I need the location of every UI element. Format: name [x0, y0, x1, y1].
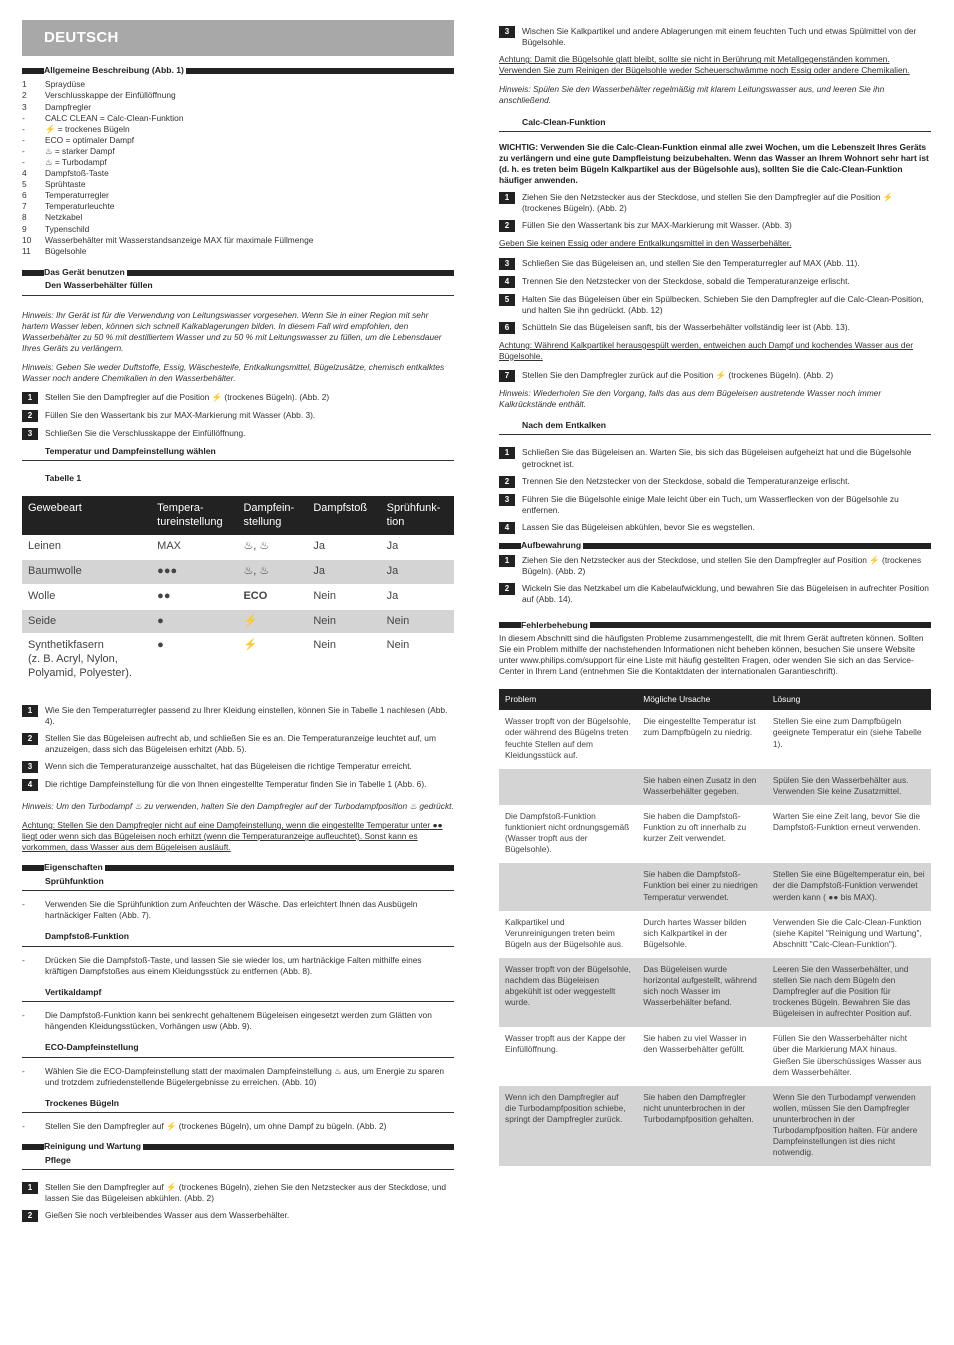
step-text: Halten Sie das Bügeleisen über ein Spülbecken. Schieben Sie den Dampfregler auf die Calc-Clean-Position, und halten Sie ihn gedrückt. (Abb. 12)	[522, 293, 924, 315]
table-label: Tabelle 1	[45, 473, 82, 484]
table-cell: Sie haben zu viel Wasser in den Wasserbehälter gefüllt.	[643, 1033, 747, 1055]
troubleshooting-table	[499, 689, 931, 1166]
table-row	[499, 1027, 931, 1085]
step-text: Stellen Sie den Dampfregler auf die Position ⚡ (trockenes Bügeln). (Abb. 2)	[45, 392, 330, 403]
table-cell: Nein	[381, 634, 454, 686]
legend-text: Spraydüse	[45, 79, 86, 90]
step-number: 2	[22, 733, 38, 745]
table-cell: Warten Sie eine Zeit lang, bevor Sie die Dampfstoß-Funktion erneut verwenden.	[772, 810, 921, 833]
legend-number: 3	[22, 101, 27, 112]
table-cell: Wasser tropft aus der Kappe der Einfüllöffnung.	[505, 1033, 626, 1055]
feature-vertical: - Die Dampfstoß-Funktion kann bei senkrecht gehaltenem Bügeleisen eingesetzt werden zum Glätten von hängenden Kleidungsstücken, Vorhängen usw (Abb. 9).	[22, 1010, 454, 1032]
table-cell: Stellen Sie eine Bügeltemperatur ein, bei der die Dampfstoß-Funktion verwendet werden kann ( ●● bis MAX).	[767, 863, 931, 910]
step-number: 2	[499, 583, 515, 595]
step-item	[499, 220, 931, 232]
table-cell	[499, 863, 637, 910]
legend-number: -	[22, 123, 25, 134]
step-text: Ziehen Sie den Netzstecker aus der Steckdose, und stellen Sie den Dampfregler auf Position ⚡ (trockenes Bügeln). (Abb. 2)	[522, 555, 922, 577]
step-text: Trennen Sie den Netzstecker von der Steckdose, sobald die Temperaturanzeige erlischt.	[522, 275, 850, 286]
section-storage	[499, 540, 931, 551]
table-header: Tempera- tureinstellung	[151, 496, 237, 536]
step-number: 3	[499, 494, 515, 506]
step-item	[22, 1210, 454, 1222]
table-cell: Füllen Sie den Wasserbehälter nicht über die Markierung MAX hinaus. Gießen Sie überschüssiges Wasser aus dem Wasserbehälter.	[772, 1033, 922, 1077]
step-text: Stellen Sie den Dampfregler zurück auf die Position ⚡ (trockenes Bügeln). (Abb. 2)	[522, 369, 834, 380]
table-row	[499, 710, 931, 768]
step-item	[22, 733, 454, 755]
note-turbo: Hinweis: Um den Turbodampf ♨ zu verwenden, halten Sie den Dampfregler auf der Turbodampfposition ♨ gedrückt.	[22, 800, 454, 811]
subheading-fill: Den Wasserbehälter füllen	[22, 278, 454, 295]
section-trouble	[499, 620, 931, 631]
step-number: 2	[22, 410, 38, 422]
table-cell: Spülen Sie den Wasserbehälter aus. Verwenden Sie keine Zusatzmittel.	[767, 769, 931, 805]
step-item	[499, 258, 931, 270]
feature-dry: - Stellen Sie den Dampfregler auf ⚡ (trockenes Bügeln), um ohne Dampf zu bügeln. (Abb. 2)	[22, 1121, 387, 1132]
table-cell: Seide	[22, 609, 151, 634]
legend-text: ⚡ = trockenes Bügeln	[45, 123, 130, 134]
table-cell: ⚡	[237, 609, 307, 634]
table-cell: Sie haben einen Zusatz in den Wasserbehälter gegeben.	[637, 769, 767, 805]
section-title: Fehlerbehebung	[521, 619, 588, 630]
subheading-dry: Trockenes Bügeln	[22, 1096, 454, 1113]
step-text: Füllen Sie den Wassertank bis zur MAX-Markierung mit Wasser. (Abb. 3)	[522, 220, 792, 231]
table-cell: Die eingestellte Temperatur ist zum Dampfbügeln zu niedrig.	[643, 716, 756, 738]
fill-steps	[22, 392, 454, 440]
table-cell: Ja	[307, 535, 380, 559]
step-number: 1	[22, 392, 38, 404]
legend-text: Bügelsohle	[45, 245, 87, 256]
step-item	[499, 476, 931, 488]
table-cell: Sie haben die Dampfstoß-Funktion zu oft innerhalb zu kurzer Zeit verwendet.	[643, 810, 747, 844]
step-number: 1	[22, 705, 38, 717]
calc-steps	[499, 192, 931, 232]
step-text: Wenn sich die Temperaturanzeige ausschaltet, hat das Bügeleisen die richtige Temperatur erreicht.	[45, 760, 412, 771]
step-text: Ziehen Sie den Netzstecker aus der Steckdose, und stellen Sie den Dampfregler auf die Position ⚡ (trockenes Bügeln). (Abb. 2)	[522, 192, 894, 214]
table-header: Sprühfunk- tion	[381, 496, 454, 536]
legend-item	[22, 146, 454, 157]
subheading-spray: Sprühfunktion	[22, 874, 454, 891]
subheading-shot: Dampfstoß-Funktion	[22, 929, 454, 946]
legend-number: -	[22, 157, 25, 167]
table-header: Gewebeart	[22, 496, 151, 536]
table-cell: Nein	[307, 609, 380, 634]
caution-text: Achtung: Während Kalkpartikel herausgespült werden, entweichen auch Dampf und kochendes Wasser aus der Bügelsohle.	[499, 339, 914, 361]
calc-important: WICHTIG: Verwenden Sie die Calc-Clean-Funktion einmal alle zwei Wochen, um die Lebenszeit Ihres Geräts zu verlängern und eine gute Dampfleistung beizubehalten. Wenn das Wasser an Ihrem Wohnort sehr hart ist (d. h. es treten beim Bügeln Kalkpartikel aus der Bügelsohle aus), sollten Sie die Calc-Clean-Funktion häufiger anwenden.	[499, 141, 929, 186]
legend-item	[22, 135, 454, 146]
table-cell: Nein	[307, 634, 380, 686]
step-text: Die richtige Dampfeinstellung für die von Ihnen eingestellte Temperatur finden Sie in Tabelle 1 (Abb. 6).	[45, 778, 427, 789]
legend-text: ECO = optimaler Dampf	[45, 134, 135, 145]
table-cell: Synthetikfasern (z. B. Acryl, Nylon, Polyamid, Polyester).	[22, 634, 151, 686]
table-cell: Sie haben die Dampfstoß-Funktion bei einer zu niedrigen Temperatur verwendet.	[637, 863, 767, 910]
table-cell: Stellen Sie eine zum Dampfbügeln geeignete Temperatur ein (siehe Tabelle 1).	[772, 716, 922, 749]
legend-number: -	[22, 112, 25, 123]
section-title: Reinigung und Wartung	[44, 1141, 142, 1152]
section-care	[22, 1141, 454, 1152]
step-number: 1	[499, 447, 515, 459]
feature-eco: - Wählen Sie die ECO-Dampfeinstellung statt der maximalen Dampfeinstellung ♨ aus, um Energie zu sparen und trotzdem zufriedenstellende Bügelergebnisse zu erreichen. (Abb. 10)	[22, 1066, 454, 1088]
step-number: 1	[499, 192, 515, 204]
legend-number: 7	[22, 201, 27, 212]
step-number: 5	[499, 294, 515, 306]
step-number: 2	[499, 220, 515, 232]
step-text: Stellen Sie den Dampfregler auf ⚡ (trockenes Bügeln), ziehen Sie den Netzstecker aus der Steckdose, und lassen Sie das Bügeleisen abkühlen. (Abb. 2)	[45, 1181, 447, 1203]
legend-item	[22, 113, 454, 124]
table-cell: Die Dampfstoß-Funktion funktioniert nicht ordnungsgemäß (Wasser tropft aus der Bügelsohle).	[505, 810, 630, 855]
legend-item	[22, 157, 454, 168]
step-item	[499, 522, 931, 534]
step-item	[499, 322, 931, 334]
step-text: Führen Sie die Bügelsohle einige Male leicht über ein Tuch, um Wasserflecken von der Bügelsohle zu entfernen.	[522, 493, 899, 515]
table-header: Mögliche Ursache	[637, 689, 767, 710]
trouble-intro: In diesem Abschnitt sind die häufigsten Probleme zusammengestellt, die mit Ihrem Gerät auftreten können. Sollten Sie ein Problem mithilfe der nachstehenden Informationen nicht beheben können, besuchen Sie unsere Website unter www.philips.com/support für eine Liste mit häufig gestellten Fragen, oder wenden Sie sich an das Service-Center in Ihrem Land (entnehmen Sie die Kontaktdaten der internationalen Garantieschrift).	[499, 632, 924, 677]
legend-item	[22, 201, 454, 212]
note-repeat: Hinweis: Wiederholen Sie den Vorgang, falls das aus dem Bügeleisen austretende Wasser noch immer Kalkrückstände enthält.	[499, 387, 882, 410]
legend-item	[22, 124, 454, 135]
step-number: 3	[22, 428, 38, 440]
note-rinse: Hinweis: Spülen Sie den Wasserbehälter regelmäßig mit klarem Leitungswasser aus, und leeren Sie ihn anschließend.	[499, 84, 885, 106]
step-number: 4	[499, 522, 515, 534]
table-row	[499, 1086, 931, 1167]
table-cell: Ja	[381, 535, 454, 559]
table-cell: ●	[151, 609, 237, 634]
feature-text: Drücken Sie die Dampfstoß-Taste, und lassen Sie sie wieder los, um hartnäckige Falten mithilfe eines kräftigen Dampfstoßes aus einem Kleidungsstück zu entfernen (Abb. 8).	[45, 954, 422, 976]
table-row	[22, 560, 454, 585]
table-cell	[499, 769, 637, 805]
legend-text: Dampfregler	[45, 101, 92, 112]
table-row	[22, 584, 454, 609]
language-heading: DEUTSCH	[22, 20, 454, 56]
step-number: 2	[22, 1210, 38, 1222]
table-header: Lösung	[767, 689, 931, 710]
step-text: Gießen Sie noch verbleibendes Wasser aus dem Wasserbehälter.	[45, 1210, 290, 1221]
note-water: Hinweis: Ihr Gerät ist für die Verwendung von Leitungswasser vorgesehen. Wenn Sie in einer Region mit sehr hartem Wasser leben, können sich schnell Kalkablagerungen bilden. In diesem Fall wird empfohlen, den Wasserbehälter zu 50 % mit destilliertem Wasser und zu 50 % mit Leitungswasser zu füllen, um die Lebensdauer Ihres Geräts zu verlängern.	[22, 309, 442, 353]
legend-number: 9	[22, 223, 27, 234]
step-item	[499, 555, 931, 577]
table-header: Dampfein- stellung	[237, 496, 307, 536]
step-item	[22, 410, 454, 422]
legend-number: 1	[22, 79, 27, 90]
subheading-eco: ECO-Dampfeinstellung	[22, 1040, 454, 1057]
section-use	[22, 267, 454, 278]
legend-number: -	[22, 134, 25, 145]
section-title: Aufbewahrung	[521, 539, 582, 550]
subheading-care: Pflege	[22, 1153, 454, 1170]
table-row	[22, 634, 454, 686]
legend-text: Netzkabel	[45, 212, 83, 223]
table-cell: ●●●	[151, 560, 237, 585]
left-column	[22, 0, 454, 1228]
legend-text: ♨ = starker Dampf	[45, 145, 115, 156]
fabric-table	[22, 496, 454, 687]
table-cell: Wasser tropft von der Bügelsohle, nachdem das Bügeleisen abgekühlt ist oder weggestellt wurde.	[499, 958, 637, 1027]
legend-text: Typenschild	[45, 223, 90, 234]
caution-vinegar	[499, 238, 931, 249]
caution-text: Geben Sie keinen Essig oder andere Entkalkungsmittel in den Wasserbehälter.	[499, 238, 792, 249]
subheading-temp: Temperatur und Dampfeinstellung wählen	[22, 444, 454, 461]
legend-text: Temperaturleuchte	[45, 201, 115, 212]
step-item	[499, 192, 931, 214]
step-number: 1	[22, 1182, 38, 1194]
table-row	[499, 863, 931, 910]
step-item	[22, 428, 454, 440]
table-cell: Nein	[381, 609, 454, 634]
legend-item	[22, 179, 454, 190]
section-title: Eigenschaften	[44, 862, 103, 873]
table-row	[499, 911, 931, 958]
step-text: Füllen Sie den Wassertank bis zur MAX-Markierung mit Wasser (Abb. 3).	[45, 410, 316, 421]
table-row	[499, 958, 931, 1027]
legend-text: ♨ = Turbodampf	[45, 157, 107, 167]
table-cell: Nein	[307, 584, 380, 609]
table-cell: ●	[151, 634, 237, 686]
subheading-vertical: Vertikaldampf	[22, 985, 454, 1002]
caution-steam	[22, 820, 454, 853]
temp-steps	[22, 705, 454, 791]
step-item	[22, 1182, 454, 1204]
table-cell: Wenn Sie den Turbodampf verwenden wollen, müssen Sie den Dampfregler ununterbrochen in der Turbodampfposition halten. Für andere Dampfeinstellungen ist dies nicht notwendig.	[767, 1086, 931, 1167]
legend-text: Verschlusskappe der Einfüllöffnung	[45, 90, 176, 101]
feature-text: Wählen Sie die ECO-Dampfeinstellung statt der maximalen Dampfeinstellung ♨ aus, um Energie zu sparen und trotzdem zufriedenstellende Bügelergebnisse zu erreichen. (Abb. 10)	[45, 1065, 444, 1087]
step-text: Wischen Sie Kalkpartikel und andere Ablagerungen mit einem feuchten Tuch und etwas Spülmittel von der Bügelsohle.	[522, 26, 917, 48]
step-text: Trennen Sie den Netzstecker von der Steckdose, sobald die Temperaturanzeige erlischt.	[522, 475, 850, 486]
step-item	[499, 276, 931, 288]
step-number: 3	[22, 761, 38, 773]
section-features	[22, 862, 454, 873]
table-cell: Leinen	[22, 535, 151, 559]
table-cell: Kalkpartikel und Verunreinigungen treten beim Bügeln aus der Bügelsohle aus.	[505, 916, 624, 949]
step-text: Schließen Sie das Bügeleisen an. Warten Sie, bis sich das Bügeleisen aufgeheizt hat und die Bügelsohle getrocknet ist.	[522, 447, 912, 469]
caution-text: Achtung: Damit die Bügelsohle glatt bleibt, sollte sie nicht in Berührung mit Metallgegenständen kommen. Verwenden Sie zum Reinigen der Bügelsohle weder Scheuerschwämme noch Essig oder andere Chemikalien.	[499, 54, 910, 76]
legend-number: 8	[22, 212, 27, 223]
section-general	[22, 65, 454, 76]
table-row	[499, 769, 931, 805]
table-cell: ⚡	[237, 634, 307, 686]
legend-item	[22, 212, 454, 223]
right-column	[499, 0, 931, 1166]
step-item	[499, 26, 931, 48]
legend-item	[22, 235, 454, 246]
step-text: Stellen Sie das Bügeleisen aufrecht ab, und schließen Sie es an. Die Temperaturanzeige leuchtet auf, um anzuzeigen, dass sich das Bügeleisen erhitzt (Abb. 5).	[45, 732, 436, 754]
legend-text: Wasserbehälter mit Wasserstandsanzeige MAX für maximale Füllmenge	[45, 234, 314, 245]
caution-text: Achtung: Stellen Sie den Dampfregler nicht auf eine Dampfeinstellung, wenn die eingestellte Temperatur unter ●● liegt oder wenn sich das Bügeleisen noch erhitzt (wenn die Temperaturanzeige aufleuchtet). Sonst kann es vorkommen, dass Wasser aus dem Bügeleisen ausläuft.	[22, 820, 443, 853]
care-steps-cont	[499, 26, 931, 48]
step-number: 4	[22, 779, 38, 791]
feature-text: Verwenden Sie die Sprühfunktion zum Anfeuchten der Wäsche. Das erleichtert Ihnen das Ausbügeln hartnäckiger Falten (Abb. 7).	[45, 898, 418, 921]
subheading-after: Nach dem Entkalken	[499, 418, 931, 435]
table-cell: Wenn ich den Dampfregler auf die Turbodampfposition schiebe, springt der Dampfregler zurück.	[499, 1086, 637, 1167]
legend-text: Dampfstoß-Taste	[45, 168, 109, 179]
feature-text: Die Dampfstoß-Funktion kann bei senkrecht gehaltenem Bügeleisen eingesetzt werden zum Glätten von hängenden Kleidungsstücken, Vorhängen usw (Abb. 9).	[45, 1010, 432, 1032]
step-text: Schließen Sie das Bügeleisen an, und stellen Sie den Temperaturregler auf MAX (Abb. 11).	[522, 257, 860, 268]
caution-hot-water	[499, 340, 931, 362]
table-cell: MAX	[151, 535, 237, 559]
step-item	[499, 447, 931, 469]
table-cell: ●●	[151, 584, 237, 609]
table-cell: Ja	[381, 560, 454, 585]
feature-shot: - Drücken Sie die Dampfstoß-Taste, und lassen Sie sie wieder los, um hartnäckige Falten mithilfe eines kräftigen Dampfstoßes aus einem Kleidungsstück zu entfernen (Abb. 8).	[22, 955, 454, 977]
legend-number: 11	[22, 245, 31, 256]
table-row	[22, 609, 454, 634]
table-cell: ♨, ♨	[237, 560, 307, 585]
step-item	[499, 294, 931, 316]
step-text: Schließen Sie die Verschlusskappe der Einfüllöffnung.	[45, 428, 246, 439]
step-item	[22, 705, 454, 727]
legend-number: 2	[22, 90, 27, 101]
step-item	[499, 583, 931, 605]
step-item	[499, 494, 931, 516]
calc-step-7: 7 Stellen Sie den Dampfregler zurück auf die Position ⚡ (trockenes Bügeln). (Abb. 2)	[499, 370, 931, 382]
legend-text: Sprühtaste	[45, 179, 86, 190]
table-cell: Durch hartes Wasser bilden sich Kalkpartikel in der Bügelsohle.	[643, 916, 747, 949]
feature-text: Stellen Sie den Dampfregler auf ⚡ (trockenes Bügeln), um ohne Dampf zu bügeln. (Abb. 2)	[45, 1121, 387, 1132]
legend-item	[22, 224, 454, 235]
legend-number: 5	[22, 179, 27, 190]
step-number: 4	[499, 276, 515, 288]
table-header: Dampfstoß	[307, 496, 380, 536]
table-cell: Das Bügeleisen wurde horizontal aufgestellt, während sich noch Wasser im Wasserbehälter befand.	[637, 958, 767, 1027]
legend-number: -	[22, 145, 25, 156]
table-cell: Verwenden Sie die Calc-Clean-Funktion (siehe Kapitel "Reinigung und Wartung", Abschnitt "Calc-Clean-Funktion").	[772, 916, 922, 949]
table-header: Problem	[499, 689, 637, 710]
subheading-calc: Calc-Clean-Funktion	[499, 115, 931, 132]
step-number: 2	[499, 476, 515, 488]
table-cell: Sie haben den Dampfregler nicht ununterbrochen in der Turbodampfposition gehalten.	[637, 1086, 767, 1167]
storage-steps	[499, 555, 931, 605]
legend-text: Temperaturregler	[45, 190, 109, 201]
table-row	[22, 535, 454, 559]
legend-text: CALC CLEAN = Calc-Clean-Funktion	[45, 112, 184, 123]
table-row	[499, 805, 931, 863]
legend-number: 6	[22, 190, 27, 201]
care-steps	[22, 1182, 454, 1222]
caution-soleplate	[499, 54, 931, 76]
calc-steps-b	[499, 258, 931, 334]
section-title: Allgemeine Beschreibung (Abb. 1)	[44, 65, 184, 75]
table-cell: Ja	[307, 560, 380, 585]
legend-item	[22, 190, 454, 201]
feature-spray: - Verwenden Sie die Sprühfunktion zum Anfeuchten der Wäsche. Das erleichtert Ihnen das Ausbügeln hartnäckiger Falten (Abb. 7).	[22, 899, 454, 921]
table-cell: Baumwolle	[22, 560, 151, 585]
table-cell: Leeren Sie den Wasserbehälter, und stellen Sie nach dem Bügeln den Dampfregler auf die Position für trockenes Bügeln. Bewahren Sie das Bügeleisen in aufrechter Position auf.	[767, 958, 931, 1027]
step-item	[22, 779, 454, 791]
table-cell: ECO	[237, 584, 307, 609]
step-text: Lassen Sie das Bügeleisen abkühlen, bevor Sie es wegstellen.	[522, 521, 755, 532]
table-cell: Ja	[381, 584, 454, 609]
legend-item	[22, 102, 454, 113]
step-text: Wickeln Sie das Netzkabel um die Kabelaufwicklung, und bewahren Sie das Bügeleisen in aufrechter Position auf (Abb. 14).	[522, 583, 929, 605]
step-number: 6	[499, 322, 515, 334]
note-chemicals: Hinweis: Geben Sie weder Duftstoffe, Essig, Wäschesteife, Entkalkungsmittel, Bügelzusätze, chemisch entkalktes Wasser noch andere Chemikalien in den Wasserbehälter.	[22, 361, 445, 383]
table-cell: ♨, ♨	[237, 535, 307, 559]
step-item	[22, 392, 454, 404]
step-text: Schütteln Sie das Bügeleisen sanft, bis der Wasserbehälter vollständig leer ist (Abb. 13).	[522, 321, 850, 332]
legend-item	[22, 90, 454, 101]
legend-number: 4	[22, 168, 27, 179]
legend-item	[22, 246, 454, 257]
step-number: 1	[499, 555, 515, 567]
table-cell: Wasser tropft von der Bügelsohle, oder während des Bügelns treten feuchte Stellen auf dem Kleidungsstück auf.	[505, 716, 631, 760]
legend-number: 10	[22, 234, 32, 245]
parts-legend	[22, 79, 454, 257]
table-cell: Wolle	[22, 584, 151, 609]
legend-item	[22, 168, 454, 179]
step-item	[22, 761, 454, 773]
step-text: Wie Sie den Temperaturregler passend zu Ihrer Kleidung einstellen, können Sie in Tabelle 1 nachlesen (Abb. 4).	[45, 704, 448, 726]
step-number: 3	[499, 258, 515, 270]
legend-item	[22, 79, 454, 90]
after-steps	[499, 447, 931, 533]
step-number: 3	[499, 26, 515, 38]
section-title: Das Gerät benutzen	[44, 266, 125, 277]
